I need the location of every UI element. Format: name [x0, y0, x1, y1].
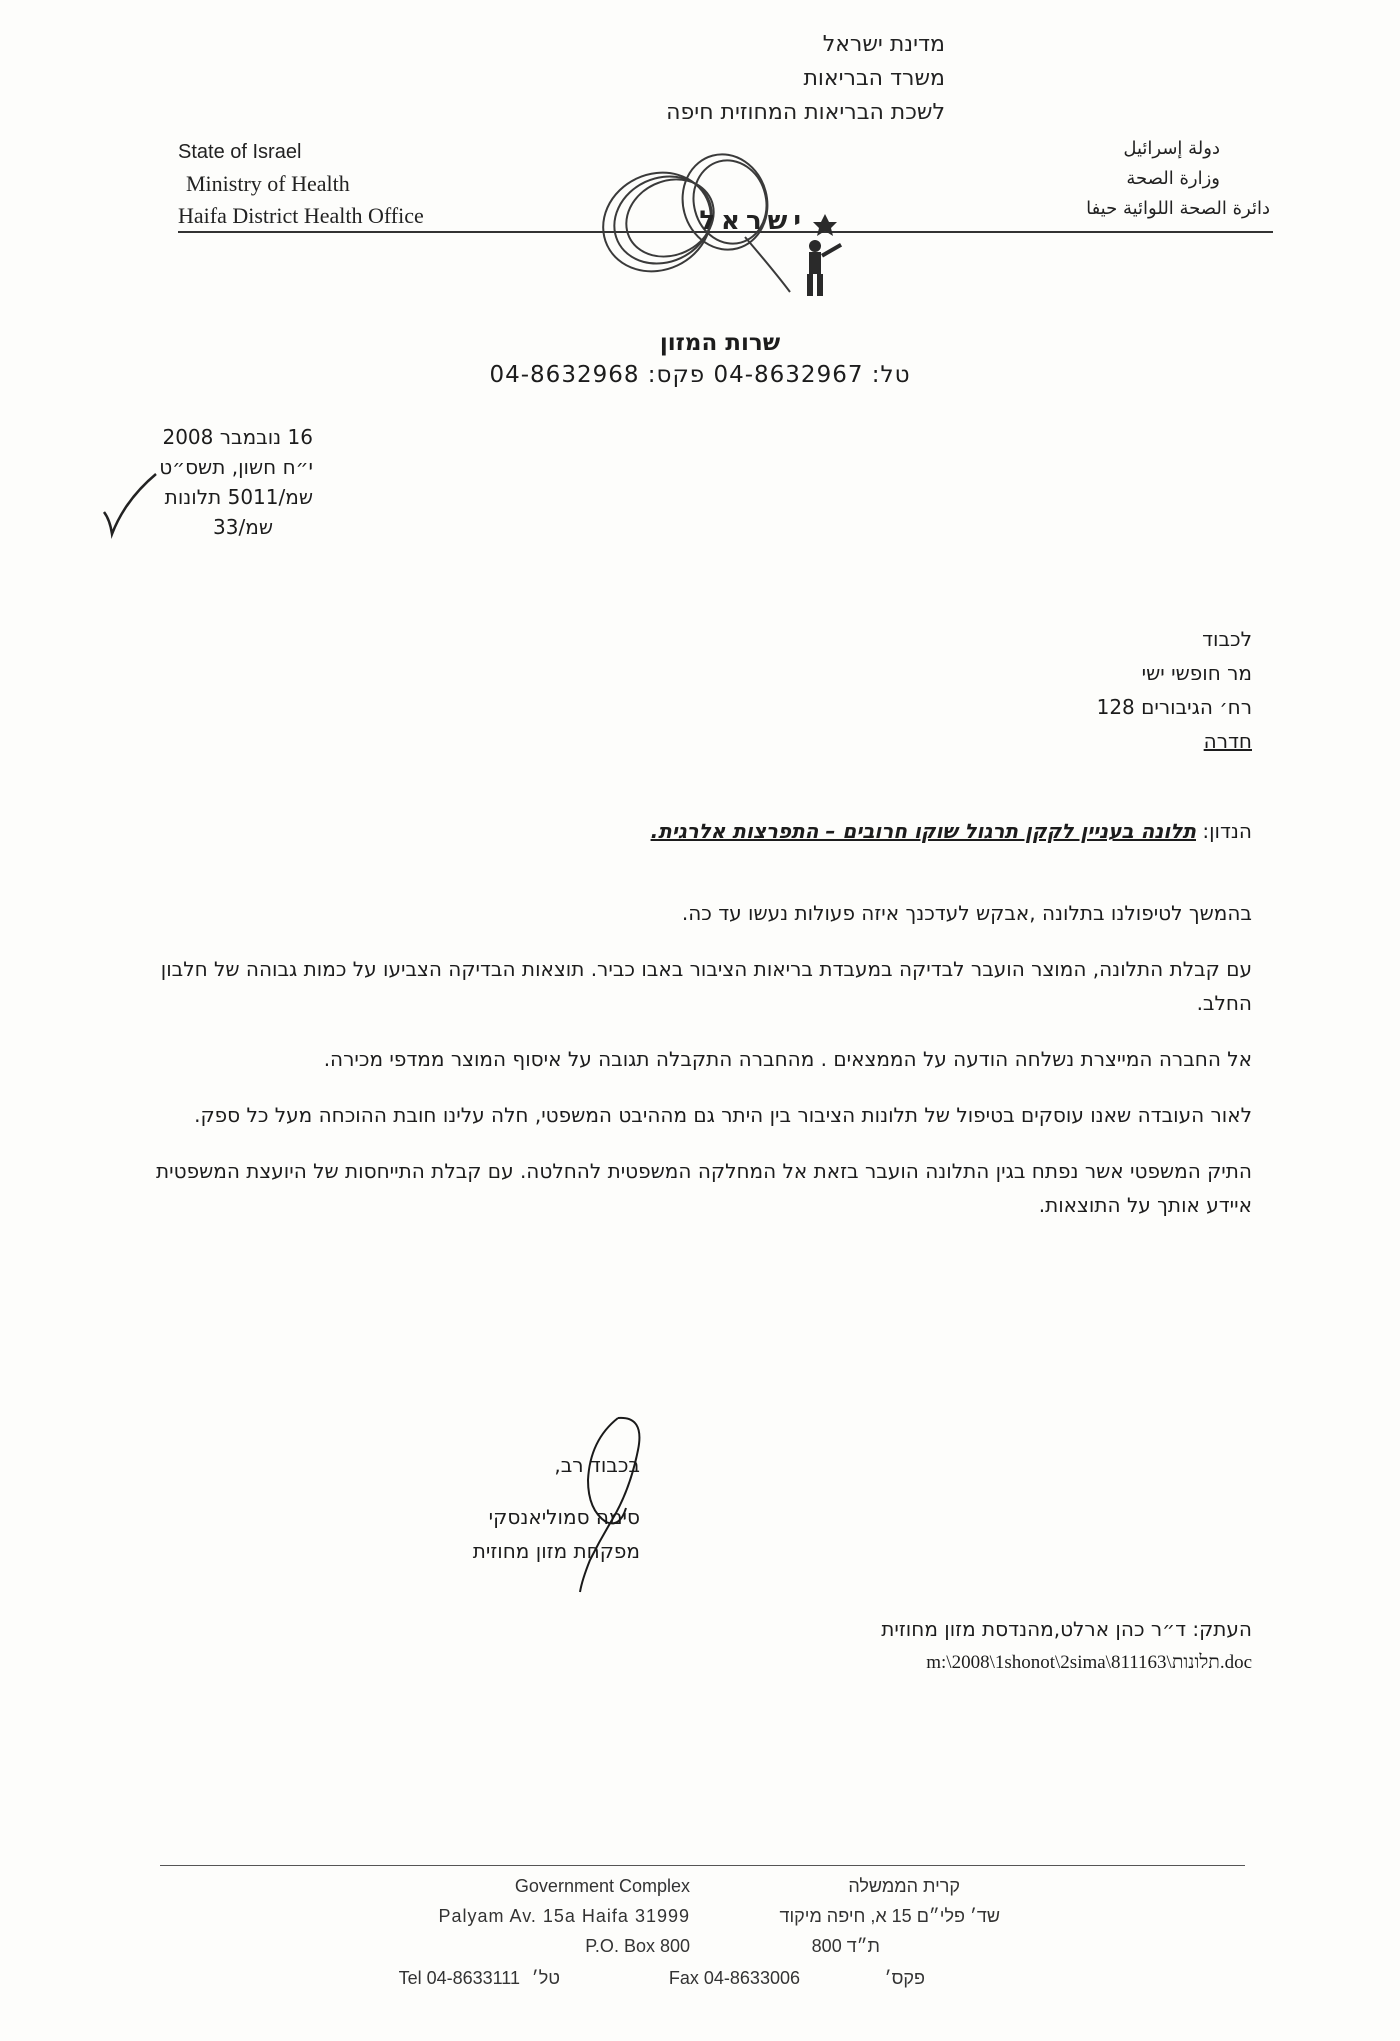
subject-line [152, 814, 1252, 848]
body-paragraph-4: לאור העובדה שאנו עוסקים בטיפול של תלונות הציבור בין היתר גם מההיבט המשפטי, חלה עלינו חובת ההוכחה מעל כל ספק. [194, 1103, 1252, 1127]
service-name: שרות המזון [659, 330, 781, 356]
footer [0, 1876, 1400, 2026]
recipient-name: מר חופשי ישי [1141, 661, 1252, 685]
english-letterhead-line-1: State of Israel [178, 141, 302, 163]
hebrew-letterhead-line-2: משרד הבריאות [803, 66, 945, 91]
subject-label: הנדון: [1202, 819, 1252, 843]
signer-title: מפקחת מזון מחוזית [472, 1539, 640, 1563]
file-reference: שמ/5011 תלונות [164, 485, 313, 509]
letter-body [152, 896, 1252, 1222]
footer-en-1: Government Complex [514, 1876, 690, 1896]
footer-he-2: שד׳ פלי״ם 15 א, חיפה מיקוד [779, 1906, 1000, 1926]
arabic-letterhead-line-3: دائرة الصحة اللوائية حيفا [1086, 198, 1270, 219]
footer-he-4: טל׳ [531, 1968, 560, 1988]
english-letterhead-line-3: Haifa District Health Office [178, 203, 424, 228]
footer-en-3: P.O. Box 800 [585, 1936, 690, 1956]
sub-reference: שמ/33 [213, 515, 273, 539]
cc-line: העתק: ד״ר כהן ארלט,מהנדסת מזון מחוזית [881, 1617, 1252, 1641]
hebrew-letterhead-line-3: לשכת הבריאות המחוזית חיפה [666, 100, 945, 125]
recipient-city: חדרה [1203, 729, 1252, 753]
logo-text: ישראל [699, 206, 807, 236]
handwritten-signature [560, 1410, 650, 1595]
arabic-letterhead-line-2: وزارة الصحة [1126, 168, 1220, 189]
recipient-street: רח׳ הגיבורים 128 [1096, 695, 1252, 719]
ministry-logo [575, 142, 855, 307]
english-letterhead [178, 136, 424, 232]
subject-text: תלונה בעניין לקקן תרגול שוקו חרובים – התפרצות אלרגית. [650, 819, 1196, 843]
cc-block [881, 1612, 1252, 1680]
footer-he-1: קרית הממשלה [848, 1876, 960, 1896]
hebrew-letterhead-line-1: מדינת ישראל [822, 32, 945, 57]
letter-date: 16 נובמבר 2008 [162, 425, 313, 449]
footer-en-4: Tel 04-8633111 [398, 1968, 520, 1988]
service-header [0, 330, 1400, 388]
reference-block [159, 422, 313, 542]
body-paragraph-2: עם קבלת התלונה, המוצר הועבר לבדיקה במעבדת בריאות הציבור באבו כביר. תוצאות הבדיקה הצביעו על כמות גבוהה של חלבון החלב. [160, 957, 1252, 1015]
footer-he-3: ת״ד 800 [811, 1936, 880, 1956]
footer-en-5: Fax 04-8633006 [668, 1968, 800, 1988]
signer-name: סימה סמוליאנסקי [488, 1505, 640, 1529]
body-paragraph-1: בהמשך לטיפולנו בתלונה ,אבקש לעדכנך איזה פעולות נעשו עד כה. [681, 901, 1252, 925]
body-paragraph-3: אל החברה המייצרת נשלחה הודעה על הממצאים . מהחברה התקבלה תגובה על איסוף המוצר ממדפי מכירה. [323, 1047, 1252, 1071]
hebrew-date: י״ח חשון, תשס״ט [159, 455, 313, 479]
checkmark-icon [100, 470, 160, 540]
body-paragraph-5: התיק המשפטי אשר נפתח בגין התלונה הועבר בזאת אל המחלקה המשפטית להחלטה. עם קבלת התייחסות של היועצת המשפטית איידע אותך על התוצאות. [156, 1159, 1252, 1217]
english-letterhead-line-2: Ministry of Health [186, 171, 350, 196]
closing-greeting: בכבוד רב, [554, 1453, 640, 1477]
recipient-salutation: לכבוד [1202, 627, 1252, 651]
service-phone-line: טל: 04-8632967 פקס: 04-8632968 [489, 362, 911, 388]
file-path: m:\2008\1shonot\2sima\811163\תלונות.doc [926, 1652, 1252, 1673]
footer-en-2: Palyam Av. 15a Haifa 31999 [438, 1906, 690, 1926]
recipient-block [1097, 622, 1252, 758]
footer-he-5: פקס׳ [884, 1968, 925, 1988]
arabic-letterhead-line-1: دولة إسرائيل [1123, 138, 1220, 159]
hebrew-letterhead [666, 28, 945, 130]
footer-rule [160, 1865, 1245, 1866]
arabic-letterhead [1086, 134, 1270, 224]
